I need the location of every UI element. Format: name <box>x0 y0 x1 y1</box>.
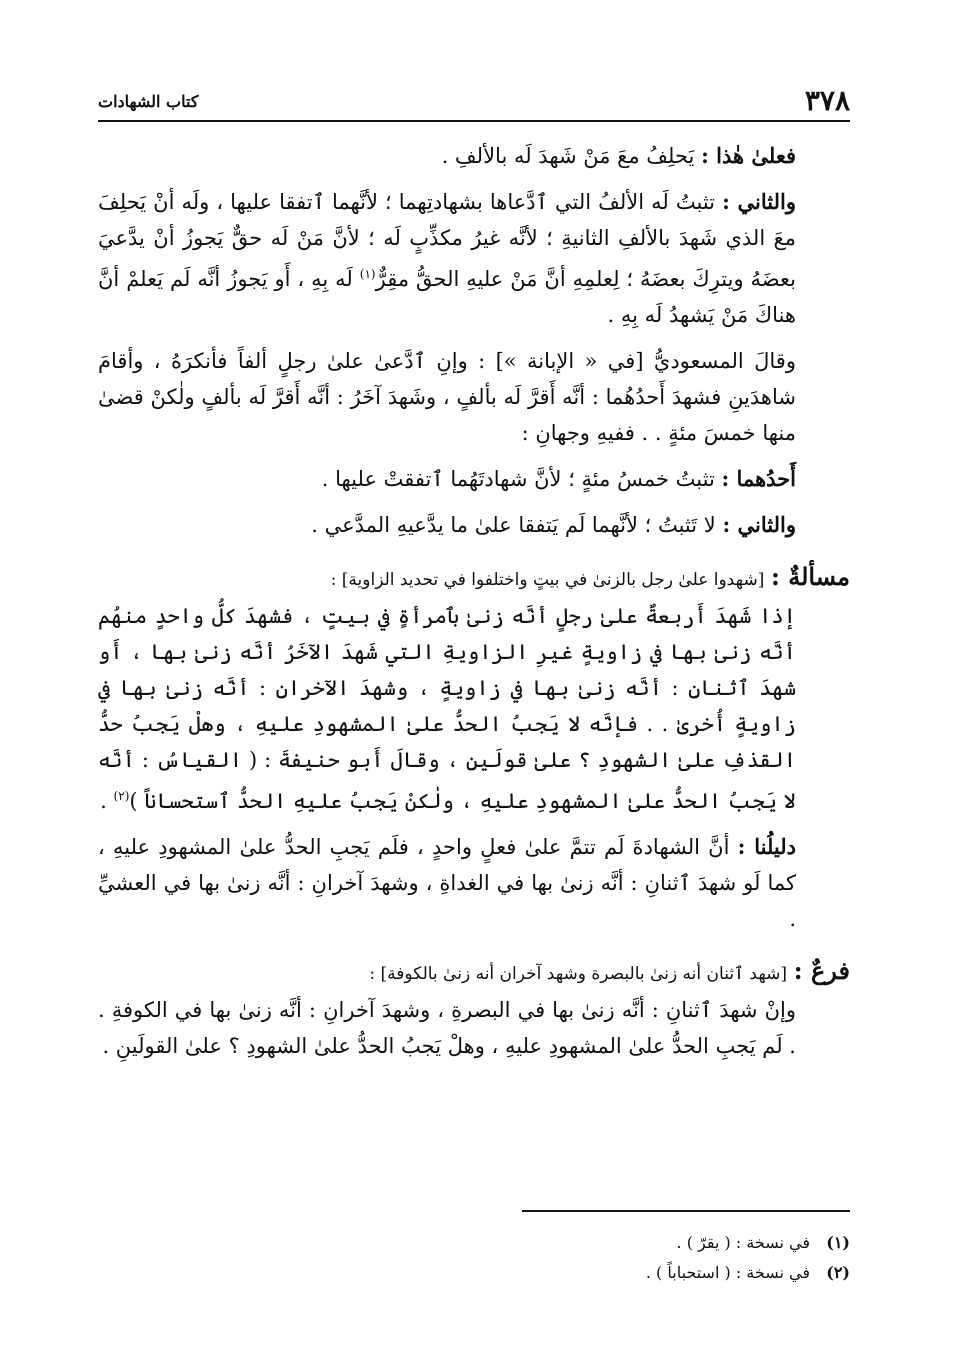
paragraph-lead: دليلُنا : <box>737 834 796 859</box>
branch-lead: فرعٌ : <box>793 956 850 985</box>
paragraph-lead: والثاني : <box>722 189 796 214</box>
footnote-number: (٢) <box>826 1263 850 1282</box>
footnote-rule <box>522 1210 850 1212</box>
issue-heading <box>98 559 850 598</box>
issue-lead: مسألةٌ : <box>771 562 850 591</box>
paragraph-text: لَه بِهِ ، أَو يَجوزُ أنَّه لَم يَعلمْ أنَّ هناكَ مَنْ يَشهدُ لَه بِهِ . <box>98 267 796 327</box>
issue-title: [شهدوا علىٰ رجل بالزنىٰ في بيتٍ واختلفوا في تحديد الزاوية] : <box>330 570 765 590</box>
footnote <box>98 1228 850 1258</box>
paragraph <box>98 184 850 333</box>
paragraph-text: تثبتُ خمسُ مئةٍ ؛ لأنَّ شهادتَهُما ٱتفقتْ عليها . <box>321 467 715 491</box>
paragraph-text: أنَّ الشهادةَ لَم تتمَّ علىٰ فعلٍ واحدٍ ، فلَم يَجبِ الحدُّ علىٰ المشهودِ عليهِ ، كما لَو شهدَ ٱثنانِ : أنَّه زنىٰ بها في الغداةِ ، وشهدَ آخرانِ : أنَّه زنىٰ بها في العشيِّ . <box>98 835 796 931</box>
paragraph <box>98 461 850 497</box>
paragraph <box>98 343 850 451</box>
paragraph-text: وإنْ شهدَ ٱثنانِ : أنَّه زنىٰ بها في البصرةِ ، وشهدَ آخرانِ : أنَّه زنىٰ بها في الكوفةِ . . لَم يَجبِ الحدُّ علىٰ المشهودِ عليهِ ، وهلْ يَجبُ الحدُّ علىٰ الشهودِ ؟ علىٰ القولَينِ . <box>98 998 796 1058</box>
footnote-text: في نسخة : ( استحباباً ) . <box>645 1263 810 1282</box>
book-title: كتاب الشهادات <box>98 92 199 111</box>
header-rule <box>98 120 850 122</box>
paragraph-text: إذا شَهدَ أَربعةٌ علىٰ رجلٍ أنَّه زنىٰ بٱمرأةٍ في بيتٍ ، فشهدَ كلُّ واحدٍ منهُم أنَّه زنىٰ بها في زاويةٍ غيرِ الزاويةِ التي شَهدَ الآخَرُ أنَّه زنىٰ بها ، أَو شهدَ ٱثنانِ : أنَّه زنىٰ بها في زاويةٍ ، وشهدَ الآخرانِ : أنَّه زنىٰ بها في زاويةٍ أُخرىٰ . . فإنَّه لا يَجبُ الحدُّ علىٰ المشهودِ عليهِ ، وهلْ يَجبُ حدُّ القذفِ علىٰ الشهودِ ؟ علىٰ قولَينِ ، وقالَ أَبو حنيفةَ : ( القياسُ : أنَّه لا يَجبُ الحدُّ علىٰ المشهودِ عليهِ ، ولٰكنْ يَجبُ عليهِ الحدُّ ٱستحساناً ) <box>98 604 796 813</box>
footnote-number: (١) <box>826 1233 850 1252</box>
branch-heading <box>98 953 850 992</box>
footnotes <box>98 1228 850 1288</box>
paragraph-lead: فعلىٰ هٰذا : <box>701 143 796 168</box>
paragraph-text: يَحلِفُ معَ مَنْ شَهدَ لَه بالألفِ . <box>441 144 695 168</box>
footnote <box>98 1258 850 1288</box>
paragraph <box>98 598 850 819</box>
paragraph <box>98 507 850 543</box>
paragraph-text: لا تَثبتُ ؛ لأنَّهما لَم يَتفقا علىٰ ما يدَّعيهِ المدَّعي . <box>311 513 716 537</box>
page-body <box>98 138 850 1064</box>
paragraph <box>98 992 850 1064</box>
branch-title: [شهد ٱثنان أنه زنىٰ بالبصرة وشهد آخران أنه زنىٰ بالكوفة] : <box>369 964 788 984</box>
footnote-marker: (٢) <box>113 789 130 803</box>
paragraph <box>98 138 850 174</box>
running-header <box>98 84 850 120</box>
paragraph-text: . <box>100 789 107 813</box>
page-number: ٣٧٨ <box>804 84 850 117</box>
paragraph-lead: والثاني : <box>722 512 796 537</box>
paragraph-text: تثبتُ لَه الألفُ التي ٱدَّعاها بشهادتِهما ؛ لأنَّهما ٱتفقا عليها ، ولَه أنْ يَحلِفَ معَ الذي شَهدَ بالألفِ الثانيةِ ؛ لأنَّه غيرُ مكذِّبٍ لَه ؛ لأنَّ مَنْ لَه حقٌّ يَجوزُ أنْ يدَّعيَ بعضَهُ ويترِكَ بعضَهُ ؛ لِعلمِهِ أنَّ مَنْ عليهِ الحقُّ مقِرٌّ <box>98 190 796 291</box>
paragraph-text: وقالَ المسعوديُّ [في « الإبانة »] : وإنِ ٱدَّعىٰ علىٰ رجلٍ ألفاً فأنكرَهُ ، وأقامَ شاهدَينِ فشهدَ أَحدُهُما : أنَّه أَقرَّ لَه بألفٍ ، وشَهدَ آخَرُ : أنَّه أَقرَّ لَه بألفٍ ولٰكنْ قضىٰ منها خمسَ مئةٍ . . ففيهِ وجهانِ : <box>98 349 796 445</box>
footnote-marker: (١) <box>359 267 376 281</box>
paragraph-lead: أَحدُهما : <box>721 466 796 491</box>
footnote-text: في نسخة : ( يقرّ ) . <box>676 1233 810 1252</box>
paragraph <box>98 829 850 937</box>
